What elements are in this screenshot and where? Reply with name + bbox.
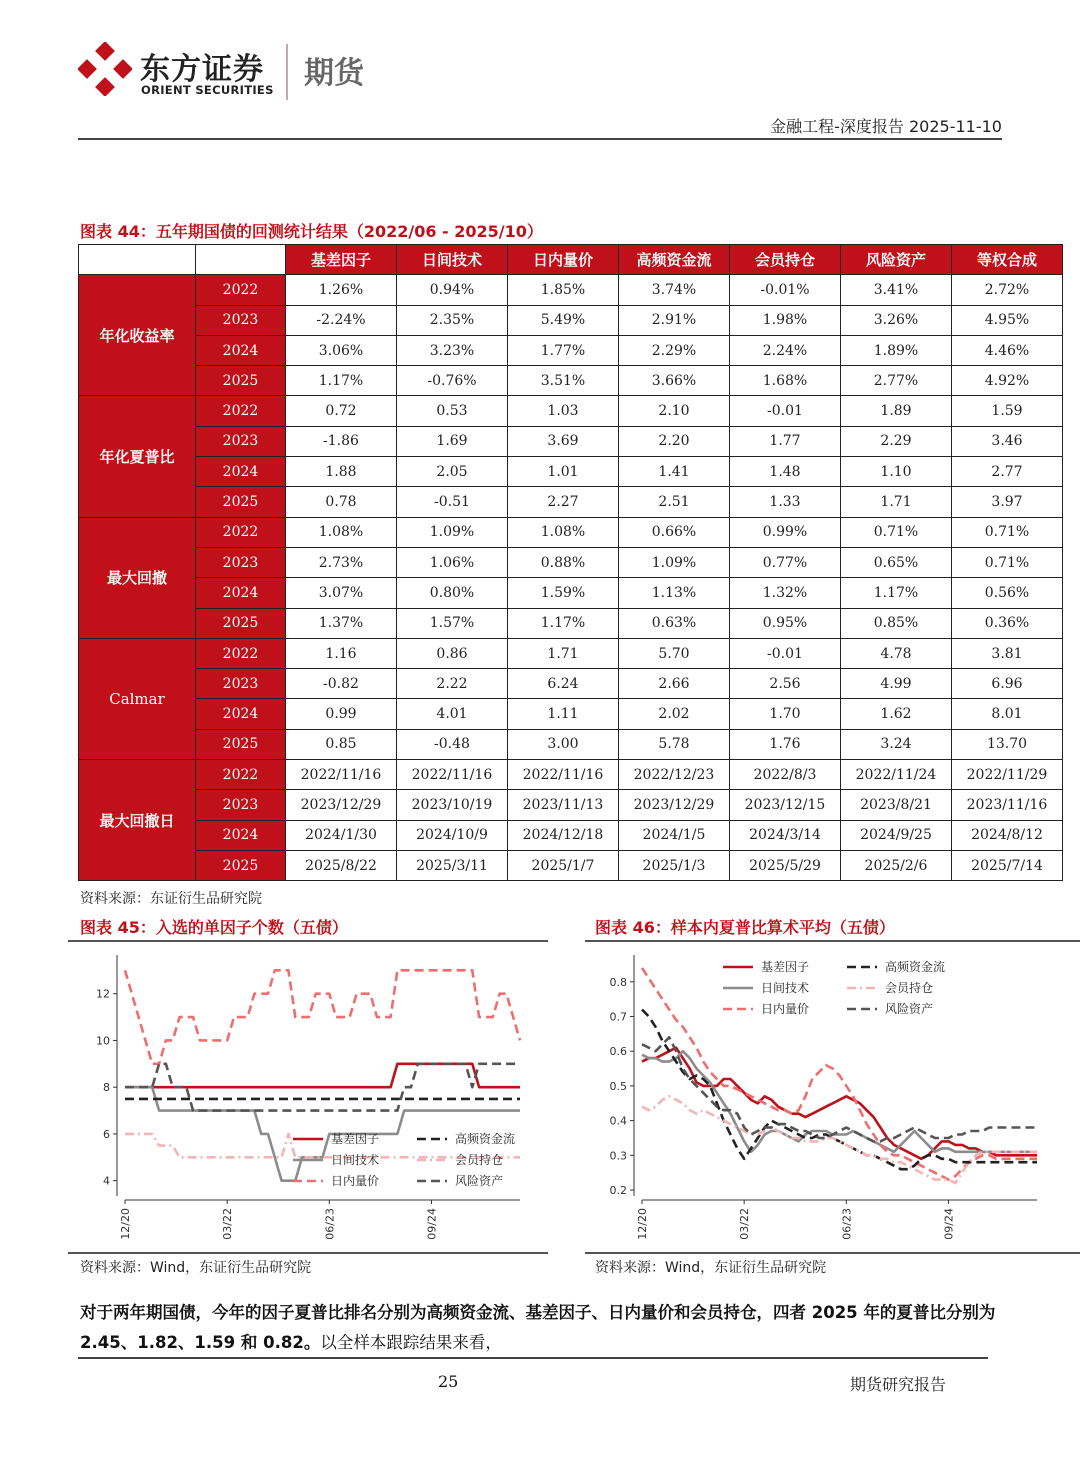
figure-46-bottom-rule bbox=[585, 1252, 1080, 1254]
x-tick-label: 12/20 bbox=[119, 1208, 132, 1240]
year-cell: 2024 bbox=[196, 457, 286, 487]
brand-name-en: ORIENT SECURITIES bbox=[141, 83, 274, 97]
value-cell: 2.73% bbox=[286, 547, 397, 577]
table-row bbox=[79, 699, 1063, 729]
y-tick-label: 4 bbox=[103, 1174, 110, 1188]
value-cell: 3.41% bbox=[841, 275, 952, 305]
figure-44-title: 图表 44：五年期国债的回测统计结果（2022/06 - 2025/10） bbox=[80, 222, 543, 241]
value-cell: 3.24 bbox=[841, 729, 952, 759]
value-cell: 2023/11/16 bbox=[952, 790, 1063, 820]
value-cell: 3.97 bbox=[952, 487, 1063, 517]
value-cell: 0.80% bbox=[397, 578, 508, 608]
value-cell: 5.49% bbox=[508, 305, 619, 335]
value-cell: 4.01 bbox=[397, 699, 508, 729]
body-paragraph bbox=[80, 1298, 1000, 1358]
value-cell: 1.77 bbox=[730, 426, 841, 456]
value-cell: 2023/12/29 bbox=[286, 790, 397, 820]
value-cell: -1.86 bbox=[286, 426, 397, 456]
footer-label: 期货研究报告 bbox=[850, 1375, 947, 1394]
series-line-6 bbox=[642, 1037, 1037, 1141]
value-cell: 2.72% bbox=[952, 275, 1063, 305]
table-row bbox=[79, 760, 1063, 790]
column-header: 基差因子 bbox=[286, 245, 397, 275]
value-cell: 1.08% bbox=[286, 517, 397, 547]
metric-group-label: 年化夏普比 bbox=[79, 396, 196, 517]
factor-count-chart bbox=[68, 943, 548, 1251]
value-cell: 2022/11/16 bbox=[286, 760, 397, 790]
value-cell: 1.69 bbox=[397, 426, 508, 456]
value-cell: 0.71% bbox=[952, 547, 1063, 577]
value-cell: 2025/3/11 bbox=[397, 850, 508, 880]
table-row bbox=[79, 608, 1063, 638]
brand-name-cn: 东方证券 bbox=[140, 52, 264, 87]
y-tick-label: 12 bbox=[96, 987, 110, 1001]
year-cell: 2022 bbox=[196, 517, 286, 547]
value-cell: 2.22 bbox=[397, 669, 508, 699]
year-cell: 2024 bbox=[196, 335, 286, 365]
table-row bbox=[79, 638, 1063, 668]
year-cell: 2025 bbox=[196, 729, 286, 759]
value-cell: 3.23% bbox=[397, 335, 508, 365]
value-cell: 2.29% bbox=[619, 335, 730, 365]
value-cell: 2023/11/13 bbox=[508, 790, 619, 820]
value-cell: 0.88% bbox=[508, 547, 619, 577]
value-cell: 2024/12/18 bbox=[508, 820, 619, 850]
x-tick-label: 12/20 bbox=[636, 1208, 649, 1240]
value-cell: 1.03 bbox=[508, 396, 619, 426]
year-cell: 2025 bbox=[196, 608, 286, 638]
value-cell: 0.66% bbox=[619, 517, 730, 547]
header-blank-cell bbox=[79, 245, 196, 275]
x-tick-label: 03/22 bbox=[221, 1208, 235, 1240]
value-cell: -0.82 bbox=[286, 669, 397, 699]
table-row bbox=[79, 517, 1063, 547]
value-cell: 1.16 bbox=[286, 638, 397, 668]
value-cell: 5.70 bbox=[619, 638, 730, 668]
value-cell: 1.09% bbox=[397, 517, 508, 547]
metric-group-label: Calmar bbox=[79, 638, 196, 759]
table-header-row bbox=[79, 245, 1063, 275]
value-cell: 2022/8/3 bbox=[730, 760, 841, 790]
value-cell: 2024/10/9 bbox=[397, 820, 508, 850]
year-cell: 2023 bbox=[196, 426, 286, 456]
value-cell: 1.01 bbox=[508, 457, 619, 487]
value-cell: 1.32% bbox=[730, 578, 841, 608]
value-cell: 1.48 bbox=[730, 457, 841, 487]
year-cell: 2025 bbox=[196, 850, 286, 880]
value-cell: 13.70 bbox=[952, 729, 1063, 759]
value-cell: 1.09% bbox=[619, 547, 730, 577]
value-cell: 1.98% bbox=[730, 305, 841, 335]
header-divider bbox=[78, 138, 1002, 140]
y-tick-label: 0.3 bbox=[609, 1149, 627, 1163]
series-line-3 bbox=[125, 970, 520, 1064]
x-tick-label: 06/23 bbox=[840, 1208, 854, 1240]
x-tick-label: 03/22 bbox=[738, 1208, 752, 1240]
value-cell: 2023/12/29 bbox=[619, 790, 730, 820]
report-meta: 金融工程-深度报告 2025-11-10 bbox=[770, 117, 1002, 136]
value-cell: 1.17% bbox=[286, 366, 397, 396]
value-cell: 1.71 bbox=[508, 638, 619, 668]
value-cell: 0.99% bbox=[730, 517, 841, 547]
value-cell: 2.05 bbox=[397, 457, 508, 487]
value-cell: 2024/8/12 bbox=[952, 820, 1063, 850]
value-cell: 2024/1/5 bbox=[619, 820, 730, 850]
value-cell: 0.53 bbox=[397, 396, 508, 426]
value-cell: 1.68% bbox=[730, 366, 841, 396]
value-cell: 3.06% bbox=[286, 335, 397, 365]
value-cell: 0.77% bbox=[730, 547, 841, 577]
y-tick-label: 0.6 bbox=[609, 1045, 627, 1059]
year-cell: 2022 bbox=[196, 638, 286, 668]
legend-label: 高频资金流 bbox=[455, 1132, 516, 1146]
series-line-4 bbox=[642, 1010, 1037, 1170]
value-cell: 3.81 bbox=[952, 638, 1063, 668]
legend-label: 高频资金流 bbox=[885, 960, 946, 974]
value-cell: 2.02 bbox=[619, 699, 730, 729]
column-header: 等权合成 bbox=[952, 245, 1063, 275]
value-cell: 0.72 bbox=[286, 396, 397, 426]
value-cell: 0.71% bbox=[841, 517, 952, 547]
x-tick-label: 09/24 bbox=[425, 1208, 439, 1240]
legend-label: 日内量价 bbox=[761, 1002, 810, 1016]
value-cell: 1.62 bbox=[841, 699, 952, 729]
value-cell: 2.35% bbox=[397, 305, 508, 335]
value-cell: 1.57% bbox=[397, 608, 508, 638]
y-tick-label: 0.5 bbox=[609, 1079, 627, 1093]
series-line-1 bbox=[125, 1064, 520, 1087]
series-line-5 bbox=[642, 1096, 1037, 1183]
metric-group-label: 年化收益率 bbox=[79, 275, 196, 396]
value-cell: 1.41 bbox=[619, 457, 730, 487]
value-cell: 2025/1/3 bbox=[619, 850, 730, 880]
value-cell: -0.01% bbox=[730, 275, 841, 305]
body-bold-text: 对于两年期国债，今年的因子夏普比排名分别为高频资金流、基差因子、日内量价和会员持仓，四者 2025 年的夏普比分别为 2.45、1.82、1.59 和 0.82。 bbox=[80, 1303, 996, 1352]
table-row bbox=[79, 457, 1063, 487]
legend-label: 日间技术 bbox=[761, 981, 810, 995]
value-cell: 4.99 bbox=[841, 669, 952, 699]
table-row bbox=[79, 366, 1063, 396]
y-tick-label: 6 bbox=[103, 1127, 110, 1141]
value-cell: 2025/5/29 bbox=[730, 850, 841, 880]
value-cell: 3.66% bbox=[619, 366, 730, 396]
legend-label: 风险资产 bbox=[455, 1174, 504, 1188]
figure-45-title: 图表 45：入选的单因子个数（五债） bbox=[80, 918, 348, 937]
table-row bbox=[79, 729, 1063, 759]
value-cell: 1.59 bbox=[952, 396, 1063, 426]
footer-divider bbox=[78, 1357, 988, 1359]
series-line-2 bbox=[642, 1051, 1037, 1152]
value-cell: 2022/11/24 bbox=[841, 760, 952, 790]
figure-45-bottom-rule bbox=[68, 1252, 548, 1254]
y-tick-label: 8 bbox=[103, 1081, 110, 1095]
value-cell: 1.37% bbox=[286, 608, 397, 638]
value-cell: 6.96 bbox=[952, 669, 1063, 699]
legend-label: 基差因子 bbox=[331, 1132, 380, 1146]
brand-subtitle: 期货 bbox=[304, 56, 364, 91]
value-cell: 2025/7/14 bbox=[952, 850, 1063, 880]
backtest-stats-table bbox=[78, 244, 1063, 881]
table-row bbox=[79, 820, 1063, 850]
value-cell: 2025/8/22 bbox=[286, 850, 397, 880]
value-cell: 1.33 bbox=[730, 487, 841, 517]
value-cell: 0.99 bbox=[286, 699, 397, 729]
value-cell: 2.77 bbox=[952, 457, 1063, 487]
value-cell: -0.51 bbox=[397, 487, 508, 517]
value-cell: 1.10 bbox=[841, 457, 952, 487]
table-row bbox=[79, 275, 1063, 305]
value-cell: 2.51 bbox=[619, 487, 730, 517]
legend-label: 风险资产 bbox=[885, 1002, 934, 1016]
table-row bbox=[79, 578, 1063, 608]
value-cell: 2022/11/29 bbox=[952, 760, 1063, 790]
value-cell: 2.20 bbox=[619, 426, 730, 456]
value-cell: 3.26% bbox=[841, 305, 952, 335]
value-cell: 3.46 bbox=[952, 426, 1063, 456]
year-cell: 2022 bbox=[196, 760, 286, 790]
value-cell: 0.78 bbox=[286, 487, 397, 517]
table-row bbox=[79, 396, 1063, 426]
table-row bbox=[79, 426, 1063, 456]
table-row bbox=[79, 669, 1063, 699]
value-cell: 1.59% bbox=[508, 578, 619, 608]
value-cell: 2022/12/23 bbox=[619, 760, 730, 790]
column-header: 风险资产 bbox=[841, 245, 952, 275]
figure-44-source: 资料来源：东证衍生品研究院 bbox=[80, 891, 262, 907]
value-cell: 2024/9/25 bbox=[841, 820, 952, 850]
column-header: 日内量价 bbox=[508, 245, 619, 275]
figure-45-source: 资料来源：Wind，东证衍生品研究院 bbox=[80, 1260, 312, 1276]
value-cell: 8.01 bbox=[952, 699, 1063, 729]
value-cell: 1.76 bbox=[730, 729, 841, 759]
value-cell: 4.46% bbox=[952, 335, 1063, 365]
value-cell: 2022/11/16 bbox=[397, 760, 508, 790]
header-blank-cell bbox=[196, 245, 286, 275]
value-cell: 2.27 bbox=[508, 487, 619, 517]
year-cell: 2025 bbox=[196, 366, 286, 396]
table-row bbox=[79, 547, 1063, 577]
value-cell: 0.85% bbox=[841, 608, 952, 638]
legend-label: 日内量价 bbox=[331, 1174, 380, 1188]
table-row bbox=[79, 487, 1063, 517]
body-normal-text: 以全样本跟踪结果来看， bbox=[320, 1333, 502, 1352]
value-cell: 0.95% bbox=[730, 608, 841, 638]
brand-separator bbox=[286, 44, 288, 100]
value-cell: 3.07% bbox=[286, 578, 397, 608]
value-cell: 1.71 bbox=[841, 487, 952, 517]
value-cell: 1.89% bbox=[841, 335, 952, 365]
value-cell: -0.76% bbox=[397, 366, 508, 396]
column-header: 日间技术 bbox=[397, 245, 508, 275]
value-cell: -0.01 bbox=[730, 638, 841, 668]
value-cell: 0.36% bbox=[952, 608, 1063, 638]
y-tick-label: 0.8 bbox=[609, 975, 627, 989]
value-cell: 3.69 bbox=[508, 426, 619, 456]
table-row bbox=[79, 335, 1063, 365]
year-cell: 2023 bbox=[196, 790, 286, 820]
y-tick-label: 0.7 bbox=[609, 1010, 627, 1024]
x-tick-label: 06/23 bbox=[323, 1208, 337, 1240]
year-cell: 2024 bbox=[196, 820, 286, 850]
value-cell: 2023/12/15 bbox=[730, 790, 841, 820]
value-cell: 4.78 bbox=[841, 638, 952, 668]
value-cell: 6.24 bbox=[508, 669, 619, 699]
column-header: 会员持仓 bbox=[730, 245, 841, 275]
y-tick-label: 0.4 bbox=[609, 1114, 627, 1128]
y-tick-label: 10 bbox=[96, 1034, 110, 1048]
value-cell: 0.94% bbox=[397, 275, 508, 305]
year-cell: 2023 bbox=[196, 669, 286, 699]
value-cell: -2.24% bbox=[286, 305, 397, 335]
value-cell: 2.24% bbox=[730, 335, 841, 365]
table-row bbox=[79, 305, 1063, 335]
value-cell: -0.01 bbox=[730, 396, 841, 426]
year-cell: 2024 bbox=[196, 699, 286, 729]
year-cell: 2022 bbox=[196, 396, 286, 426]
value-cell: 1.11 bbox=[508, 699, 619, 729]
value-cell: 2022/11/16 bbox=[508, 760, 619, 790]
value-cell: 0.65% bbox=[841, 547, 952, 577]
value-cell: 4.95% bbox=[952, 305, 1063, 335]
value-cell: 0.86 bbox=[397, 638, 508, 668]
metric-group-label: 最大回撤日 bbox=[79, 760, 196, 881]
value-cell: 2025/1/7 bbox=[508, 850, 619, 880]
value-cell: 2.66 bbox=[619, 669, 730, 699]
value-cell: 1.08% bbox=[508, 517, 619, 547]
value-cell: 1.06% bbox=[397, 547, 508, 577]
column-header: 高频资金流 bbox=[619, 245, 730, 275]
year-cell: 2023 bbox=[196, 547, 286, 577]
metric-group-label: 最大回撤 bbox=[79, 517, 196, 638]
value-cell: 2024/1/30 bbox=[286, 820, 397, 850]
value-cell: 1.77% bbox=[508, 335, 619, 365]
value-cell: 0.56% bbox=[952, 578, 1063, 608]
value-cell: 2.29 bbox=[841, 426, 952, 456]
y-tick-label: 0.2 bbox=[609, 1184, 627, 1197]
value-cell: 2024/3/14 bbox=[730, 820, 841, 850]
value-cell: 1.89 bbox=[841, 396, 952, 426]
value-cell: 5.78 bbox=[619, 729, 730, 759]
value-cell: 2.91% bbox=[619, 305, 730, 335]
legend-label: 会员持仓 bbox=[455, 1153, 504, 1167]
figure-46-source: 资料来源：Wind，东证衍生品研究院 bbox=[595, 1260, 827, 1276]
figure-46-top-rule bbox=[585, 940, 1080, 942]
value-cell: 1.26% bbox=[286, 275, 397, 305]
value-cell: 3.00 bbox=[508, 729, 619, 759]
value-cell: 1.17% bbox=[841, 578, 952, 608]
value-cell: 0.71% bbox=[952, 517, 1063, 547]
value-cell: 1.85% bbox=[508, 275, 619, 305]
year-cell: 2024 bbox=[196, 578, 286, 608]
value-cell: -0.48 bbox=[397, 729, 508, 759]
value-cell: 2023/8/21 bbox=[841, 790, 952, 820]
value-cell: 2.10 bbox=[619, 396, 730, 426]
legend-label: 会员持仓 bbox=[885, 981, 934, 995]
year-cell: 2025 bbox=[196, 487, 286, 517]
value-cell: 1.70 bbox=[730, 699, 841, 729]
value-cell: 2.77% bbox=[841, 366, 952, 396]
figure-46-title: 图表 46：样本内夏普比算术平均（五债） bbox=[595, 918, 895, 937]
legend-label: 日间技术 bbox=[331, 1153, 380, 1167]
value-cell: 2.56 bbox=[730, 669, 841, 699]
company-logo-icon bbox=[78, 42, 132, 96]
page-number: 25 bbox=[438, 1372, 459, 1391]
legend-label: 基差因子 bbox=[761, 960, 810, 974]
value-cell: 0.85 bbox=[286, 729, 397, 759]
value-cell: 0.63% bbox=[619, 608, 730, 638]
sharpe-average-chart bbox=[585, 943, 1080, 1251]
value-cell: 1.88 bbox=[286, 457, 397, 487]
value-cell: 2023/10/19 bbox=[397, 790, 508, 820]
year-cell: 2022 bbox=[196, 275, 286, 305]
value-cell: 4.92% bbox=[952, 366, 1063, 396]
table-row bbox=[79, 850, 1063, 880]
value-cell: 3.51% bbox=[508, 366, 619, 396]
value-cell: 1.17% bbox=[508, 608, 619, 638]
table-row bbox=[79, 790, 1063, 820]
figure-45-top-rule bbox=[68, 940, 548, 942]
x-tick-label: 09/24 bbox=[942, 1208, 956, 1240]
value-cell: 2025/2/6 bbox=[841, 850, 952, 880]
value-cell: 1.13% bbox=[619, 578, 730, 608]
value-cell: 3.74% bbox=[619, 275, 730, 305]
year-cell: 2023 bbox=[196, 305, 286, 335]
